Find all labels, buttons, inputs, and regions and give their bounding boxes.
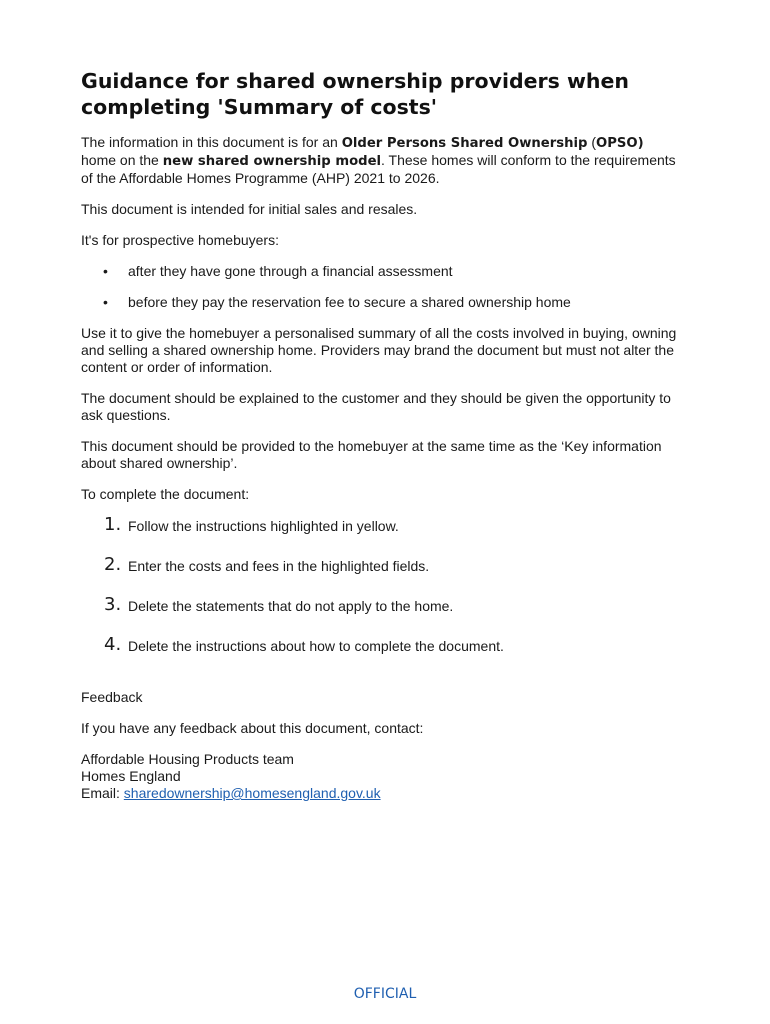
bullet-text: after they have gone through a financial assessment — [128, 263, 453, 279]
step-number: 3. — [104, 594, 122, 615]
provide-paragraph: This document should be provided to the homebuyer at the same time as the ‘Key information about shared ownership’. — [81, 438, 662, 471]
document-page — [81, 68, 681, 802]
contact-org: Homes England — [81, 768, 181, 784]
step-number: 4. — [104, 634, 122, 655]
document-title: Guidance for shared ownership providers when completing 'Summary of costs' — [81, 69, 630, 119]
contact-email-line — [81, 785, 681, 802]
intro-bold-opso-name: Older Persons Shared Ownership — [341, 136, 588, 151]
list-item — [81, 263, 681, 280]
feedback-heading: Feedback — [81, 689, 143, 705]
list-item — [81, 294, 681, 311]
list-item — [81, 514, 681, 557]
email-link[interactable]: sharedownership@homesengland.gov.uk — [123, 785, 381, 801]
bullet-text: before they pay the reservation fee to secure a shared ownership home — [128, 294, 571, 310]
step-text: Enter the costs and fees in the highlighted fields. — [128, 558, 430, 574]
feedback-paragraph: If you have any feedback about this document, contact: — [81, 720, 424, 736]
intro-paragraph — [81, 134, 681, 187]
contact-team: Affordable Housing Products team — [81, 751, 294, 767]
intro-text-3: home on the — [81, 152, 163, 168]
list-item — [81, 554, 681, 597]
bullet-icon: • — [103, 294, 108, 310]
intro-bold-opso: OPSO) — [596, 136, 644, 151]
sales-paragraph: This document is intended for initial sales and resales. — [81, 201, 418, 217]
step-number: 1. — [104, 514, 122, 535]
step-number: 2. — [104, 554, 122, 575]
step-text: Delete the instructions about how to complete the document. — [128, 638, 504, 654]
steps-list — [81, 514, 681, 677]
email-label: Email: — [81, 785, 124, 801]
list-item — [81, 594, 681, 637]
explain-paragraph: The document should be explained to the customer and they should be given the opportunity to ask questions. — [81, 390, 671, 423]
contact-block — [81, 751, 681, 802]
buyers-bullet-list — [81, 263, 681, 311]
use-paragraph: Use it to give the homebuyer a personalised summary of all the costs involved in buying, owning and selling a shared ownership home. Providers may brand the document but must not alter the content or order of information. — [81, 325, 677, 375]
step-text: Follow the instructions highlighted in yellow. — [128, 518, 399, 534]
intro-text-2: ( — [587, 134, 597, 150]
buyers-paragraph: It's for prospective homebuyers: — [81, 232, 279, 248]
intro-text-4: . These homes will conform to the requirements of the Affordable Homes Programme (AHP) 2021 to 2026. — [81, 152, 676, 186]
intro-text-1: The information in this document is for an — [81, 134, 342, 150]
list-item — [81, 634, 681, 677]
classification-footer: OFFICIAL — [353, 986, 417, 1002]
bullet-icon: • — [103, 263, 108, 279]
intro-bold-model: new shared ownership model — [162, 154, 382, 169]
complete-paragraph: To complete the document: — [81, 486, 250, 502]
step-text: Delete the statements that do not apply to the home. — [128, 598, 454, 614]
